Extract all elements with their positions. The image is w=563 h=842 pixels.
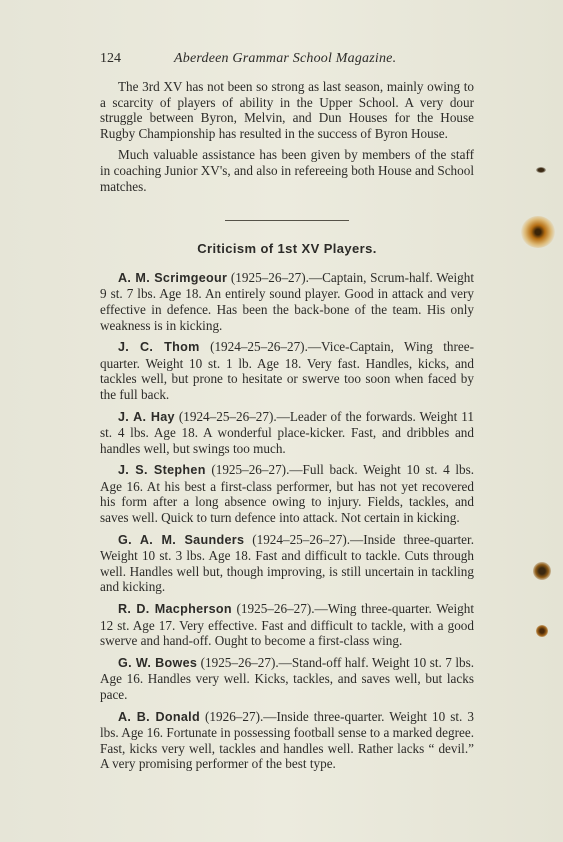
player-description: (1924–25–26–27).—Inside three-quarter. Weight 10 st. 3 lbs. Age 18. Fast and difficult to tackle. Cuts through well. Handles well but, though improving, is still uncertain in tackling and kicking. — [100, 531, 474, 595]
player-description: (1924–25–26–27).—Leader of the forwards. Weight 11 st. 4 lbs. Age 18. A wonderful place-kicker. Fast, and dribbles and handles well, but swings too much. — [100, 408, 474, 456]
player-entry — [100, 339, 474, 402]
page-number: 124 — [100, 51, 121, 66]
player-entry — [100, 601, 474, 649]
player-entry — [100, 655, 474, 703]
player-description: (1925–26–27).—Captain, Scrum-half. Weight 9 st. 7 lbs. Age 18. An entirely sound player. Good in attack and very effective in defence. Has been the back-bone of the team. His only weakness is in kicking. — [100, 269, 474, 333]
player-description: (1925–26–27).—Stand-off half. Weight 10 st. 7 lbs. Age 16. Handles very well. Kicks, tackles, and saves well, but lacks pace. — [100, 654, 475, 702]
player-entry — [100, 270, 474, 333]
player-description: (1924–25–26–27).—Vice-Captain, Wing three-quarter. Weight 10 st. 1 lb. Age 18. Very fast. Handles, kicks, and tackles well, but prone to hesitate or swerve too soon when faced by the full back. — [100, 339, 474, 402]
player-list — [100, 270, 474, 772]
paper-stain — [536, 167, 546, 173]
player-name: J. S. Stephen — [118, 463, 206, 478]
section-divider — [225, 220, 349, 221]
player-entry — [100, 409, 474, 457]
section-heading: Criticism of 1st XV Players. — [197, 241, 377, 257]
paper-stain — [533, 562, 551, 580]
player-description: (1925–26–27).—Full back. Weight 10 st. 4 lbs. Age 16. At his best a first-class performer, but has not yet recovered his form after a long absence owing to injury. Fields, tackles, and saves well. Quick to turn defence into attack. Not certain in kicking. — [100, 462, 475, 526]
player-name: J. A. Hay — [118, 409, 175, 424]
player-name: A. M. Scrimgeour — [118, 270, 228, 285]
player-name: J. C. Thom — [118, 340, 200, 355]
player-description: (1926–27).—Inside three-quarter. Weight 10 st. 3 lbs. Age 16. Fortunate in possessing football sense to a marked degree. Fast, kicks very well, tackles and handles well. Rather lacks “ devil.” A very promising performer of the best type. — [100, 708, 475, 772]
player-description: (1925–26–27).—Wing three-quarter. Weight 12 st. Age 17. Very effective. Fast and difficult to tackle, with a good swerve and hand-off. Ought to become a first-class wing. — [100, 601, 475, 649]
running-title: Aberdeen Grammar School Magazine. — [174, 51, 397, 66]
paper-stain — [536, 625, 548, 637]
paper-stain — [521, 216, 555, 248]
text-column — [100, 79, 474, 778]
player-name: R. D. Macpherson — [118, 602, 232, 617]
player-name: G. A. M. Saunders — [118, 532, 245, 547]
player-entry — [100, 462, 474, 525]
player-entry — [100, 709, 474, 772]
player-name: G. W. Bowes — [118, 655, 198, 670]
player-name: A. B. Donald — [118, 709, 200, 724]
player-entry — [100, 532, 474, 595]
intro-paragraph: The 3rd XV has not been so strong as last season, mainly owing to a scarcity of players of ability in the Upper School. A very dour struggle between Byron, Melvin, and Dun Houses for the House Rugby Championship has resulted in the success of Byron House. — [100, 79, 474, 141]
intro-paragraph: Much valuable assistance has been given by members of the staff in coaching Junior XV's, and also in refereeing both House and School matches. — [100, 147, 474, 194]
